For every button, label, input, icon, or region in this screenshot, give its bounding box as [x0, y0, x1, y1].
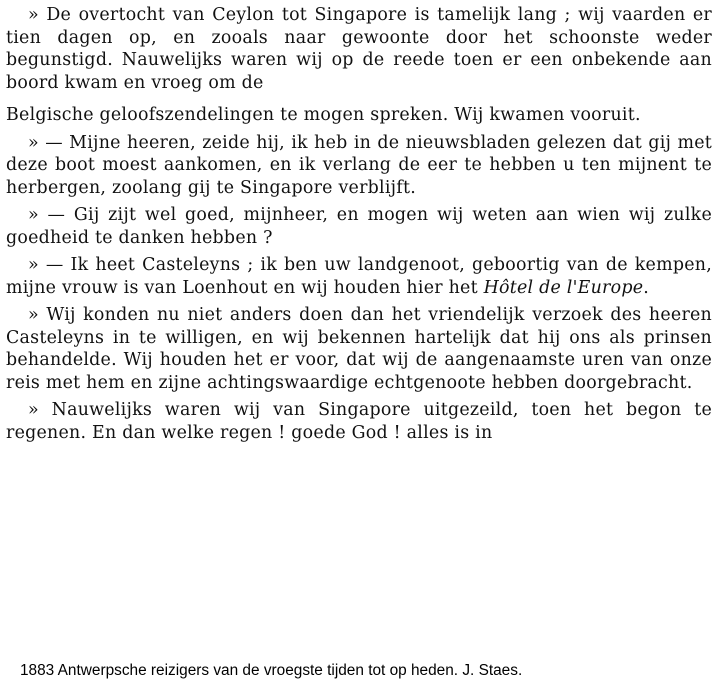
paragraph-casteleyns-text: » — Ik heet Casteleyns ; ik ben uw landgenoot, geboortig van de kempen, mijne vrouw is van Loenhout en wij houden hier het [6, 255, 712, 298]
paragraph-casteleyns-end: . [643, 277, 650, 298]
paragraph-nauwelijks-singapore: » Nauwelijks waren wij van Singapore uitgezeild, toen het begon te regenen. En dan welke regen ! goede God ! alles is in [6, 400, 712, 443]
source-caption: 1883 Antwerpsche reizigers van de vroegste tijden tot op heden. J. Staes. [20, 662, 523, 679]
paragraph-casteleyns [6, 254, 712, 299]
paragraph-wij-konden: » Wij konden nu niet anders doen dan het vriendelijk verzoek des heeren Casteleyns in te willigen, en wij bekennen hartelijk dat hij ons als prinsen behandelde. Wij houden het er voor, dat wij de aangenaamste uren van onze reis met hem en zijne achtingswaardige echtgenoote hebben doorgebracht. [6, 305, 712, 393]
hotel-name: Hôtel de l'Europe [483, 277, 644, 298]
paragraph-ceylon-singapore: » De overtocht van Ceylon tot Singapore is tamelijk lang ; wij vaarden er tien dagen op, en zooals naar gewoonte door het schoonste weder begunstigd. Nauwelijks waren wij op de reede toen er een onbekende aan boord kwam en vroeg om de [6, 5, 712, 93]
paragraph-mijne-heeren: » — Mijne heeren, zeide hij, ik heb in de nieuwsbladen gelezen dat gij met deze boot moest aankomen, en ik verlang de eer te hebben u ten mijnent te herbergen, zoolang gij te Singapore verblijft. [6, 132, 712, 198]
paragraph-belgische-geloofszendelingen: Belgische geloofszendelingen te mogen spreken. Wij kwamen vooruit. [6, 105, 641, 125]
paragraph-gij-zijt-wel-goed: » — Gij zijt wel goed, mijnheer, en mogen wij weten aan wien wij zulke goedheid te danken hebben ? [6, 205, 712, 248]
